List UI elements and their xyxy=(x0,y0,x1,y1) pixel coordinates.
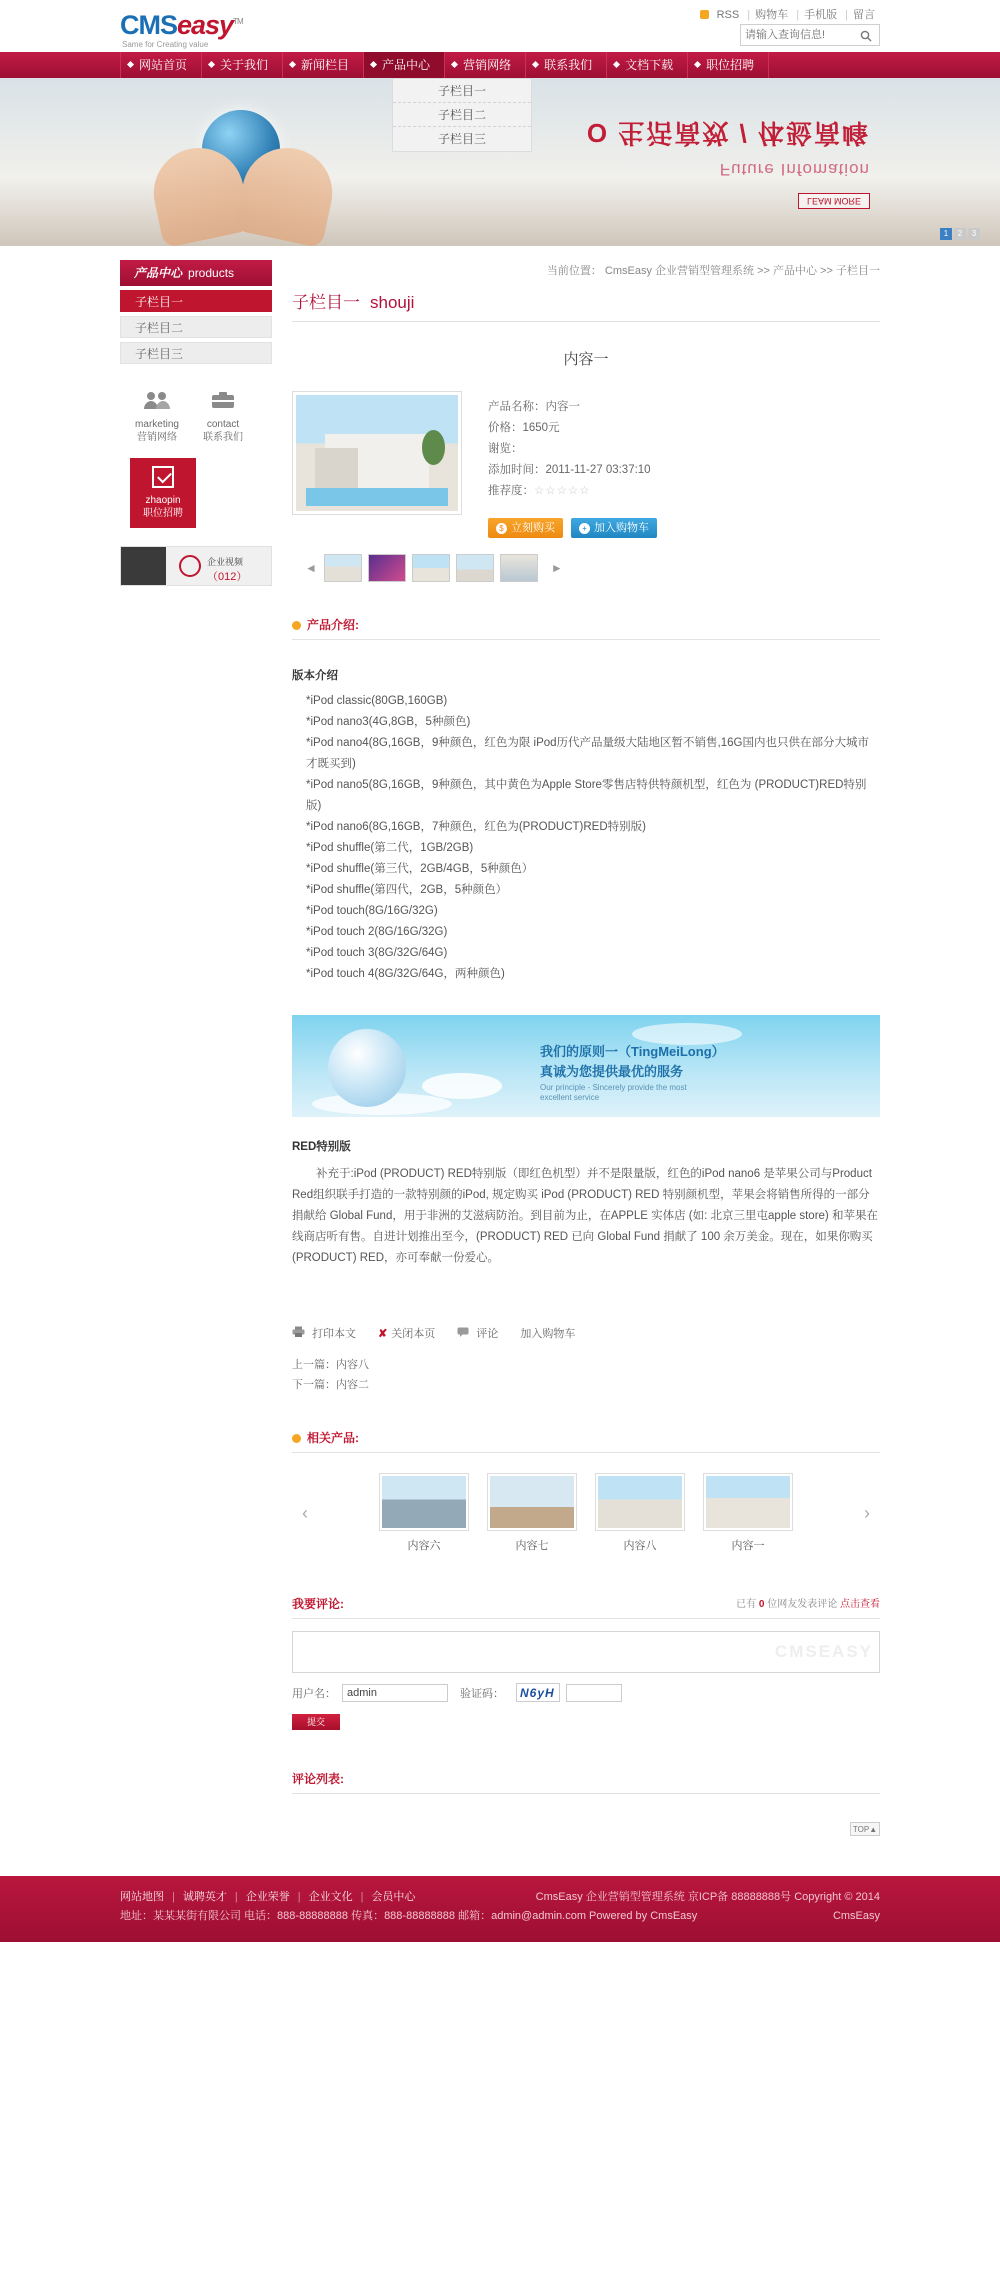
add-to-cart-label: 加入购物车 xyxy=(594,521,649,534)
nav-label: 网站首页 xyxy=(139,58,188,72)
add-to-cart-button[interactable] xyxy=(571,518,657,538)
sidebar-ad[interactable] xyxy=(120,546,272,586)
article-line: *iPod shuffle(第四代，2GB，5种颜色） xyxy=(306,884,508,896)
checkbox-icon xyxy=(152,466,174,488)
rss-icon xyxy=(700,10,709,19)
footer-copyright xyxy=(536,1888,880,1926)
comment-count-suffix: 位网友发表评论 xyxy=(767,1599,838,1610)
nav-label: 产品中心 xyxy=(382,58,431,72)
footer-link-sitemap[interactable]: 网站地图 xyxy=(120,1891,164,1903)
section-comment-list-label: 评论列表: xyxy=(292,1772,344,1786)
diamond-icon xyxy=(694,61,701,68)
nav-item-news[interactable] xyxy=(283,52,364,78)
sidebar-quicklink-contact[interactable] xyxy=(190,390,256,444)
related-caption: 内容六 xyxy=(407,1540,441,1552)
sidebar-header-en: products xyxy=(188,266,235,280)
related-caption: 内容七 xyxy=(515,1540,549,1552)
nav-label: 文档下载 xyxy=(625,58,674,72)
nav-label: 关于我们 xyxy=(220,58,269,72)
nav-item-products[interactable] xyxy=(364,52,445,78)
section-header-comment-list xyxy=(292,1770,880,1794)
footer-link-member[interactable]: 会员中心 xyxy=(371,1891,416,1903)
product-info xyxy=(488,391,657,538)
field-key: 添加时间： xyxy=(488,464,546,476)
article-line: *iPod touch 2(8G/16G/32G) xyxy=(306,926,448,938)
comment-label: 评论 xyxy=(476,1328,499,1340)
close-page-button[interactable] xyxy=(378,1325,435,1341)
product-actions xyxy=(488,518,657,538)
thumbnail-3[interactable] xyxy=(412,554,450,582)
zhaopin-cn: 职位招聘 xyxy=(143,508,183,519)
comment-button[interactable] xyxy=(457,1325,498,1341)
thumbnail-strip xyxy=(292,554,880,582)
top-bar xyxy=(0,0,1000,52)
diamond-icon xyxy=(532,61,539,68)
product-field-name xyxy=(488,397,657,418)
related-prev-button[interactable]: ‹ xyxy=(302,1502,308,1523)
product-field-price xyxy=(488,418,657,439)
field-value: 1650元 xyxy=(522,422,560,434)
nav-dropdown-products xyxy=(392,78,532,152)
sidebar-item-sub2[interactable]: 子栏目二 xyxy=(120,316,272,338)
banner-hands-image xyxy=(150,104,340,244)
nav-item-contact[interactable] xyxy=(526,52,607,78)
username-input[interactable] xyxy=(342,1684,448,1702)
next-link[interactable]: 内容二 xyxy=(336,1379,369,1391)
site-logo[interactable] xyxy=(120,10,243,41)
section-header-related xyxy=(292,1429,880,1453)
content-wrap xyxy=(120,246,880,1846)
related-item[interactable] xyxy=(487,1473,577,1553)
zhaopin-en: zhaopin xyxy=(145,495,181,506)
article-line: *iPod touch 3(8G/32G/64G) xyxy=(306,947,448,959)
diamond-icon xyxy=(289,61,296,68)
diamond-icon xyxy=(208,61,215,68)
section-related-label: 相关产品: xyxy=(307,1431,359,1445)
dropdown-item-3[interactable]: 子栏目三 xyxy=(437,132,486,146)
breadcrumb-label: 当前位置： xyxy=(546,265,602,277)
product-main-image[interactable] xyxy=(292,391,462,515)
thumb-prev-button[interactable]: ◄ xyxy=(305,561,317,575)
nav-item-downloads[interactable] xyxy=(607,52,688,78)
sidebar-item-sub1[interactable]: 子栏目一 xyxy=(120,290,272,312)
bullet-icon xyxy=(292,1434,301,1443)
page-title-en: shouji xyxy=(370,293,415,312)
dropdown-item-1[interactable]: 子栏目一 xyxy=(393,79,531,103)
logo-main: CMS xyxy=(120,10,177,40)
related-item[interactable] xyxy=(379,1473,469,1553)
search-input[interactable] xyxy=(741,25,849,45)
sidebar-header-cn: 产品中心 xyxy=(134,266,183,280)
sidebar-header xyxy=(120,260,272,286)
print-button[interactable] xyxy=(292,1325,356,1341)
rating-label: 推荐度： xyxy=(488,485,534,497)
close-label: 关闭本页 xyxy=(391,1328,436,1340)
article-line: *iPod nano3(4G,8GB，5种颜色) xyxy=(306,716,471,728)
sidebar-zhaopin-banner[interactable] xyxy=(130,458,196,528)
article-line: *iPod nano4(8G,16GB，9种颜色，红色为限 iPod历代产品量级大陆地区暂不销售,16G国内也只供在部分大城市才既买到) xyxy=(306,737,869,770)
promo-sub2: excellent service xyxy=(540,1093,600,1102)
nav-item-about[interactable] xyxy=(202,52,283,78)
prev-article[interactable] xyxy=(292,1355,880,1375)
article-line: *iPod touch(8G/16G/32G) xyxy=(306,905,438,917)
logo-tagline: Same for Creating value xyxy=(122,40,209,49)
promo-banner xyxy=(292,1015,880,1117)
clock-icon xyxy=(179,555,201,577)
field-value: 内容一 xyxy=(545,401,580,413)
product-field-time xyxy=(488,460,657,481)
comment-form-row xyxy=(292,1683,880,1702)
comment-view-link[interactable]: 点击查看 xyxy=(840,1599,880,1610)
diamond-icon xyxy=(127,61,134,68)
para-body: 补充于:iPod (PRODUCT) RED特别版（即红色机型）并不是限量版，红色的iPod nano6 是苹果公司与Product Red组织联手打造的一款特别颜的iPod, 规定购买 iPod (PRODUCT) RED 特别颜机型，苹果会将销售所得的一部分捐献给 Global Fund，用于非洲的艾滋病防治。到目前为止，在APPLE 实体店 (如: 北京三里屯apple store) 和苹果在线商店听有售。自进计划推出至今，(PRODUCT) RED 已向 Global Fund 捐献了 100 余万美金。现在，如果你购买 (PRODUCT) RED，亦可奉献一份爱心。 xyxy=(292,1168,878,1264)
comment-count-prefix: 已有 xyxy=(736,1599,757,1610)
sidebar-item-sub3[interactable]: 子栏目三 xyxy=(120,342,272,364)
globe-icon xyxy=(328,1029,406,1107)
breadcrumb xyxy=(292,260,880,278)
comment-textarea-wrap xyxy=(292,1631,880,1673)
product-top xyxy=(292,391,880,538)
article-heading: 版本介绍 xyxy=(292,670,338,682)
promo-line2: 真诚为您提供最优的服务 xyxy=(540,1064,684,1079)
article-line: *iPod shuffle(第二代，1GB/2GB) xyxy=(306,842,474,854)
captcha-input[interactable] xyxy=(566,1684,622,1702)
back-to-top-button[interactable]: TOP▲ xyxy=(850,1822,880,1836)
nav-item-home[interactable] xyxy=(120,52,202,78)
prev-label: 上一篇： xyxy=(292,1359,336,1371)
logo-accent: easy xyxy=(177,10,234,40)
breadcrumb-item-current[interactable]: 子栏目一 xyxy=(836,265,880,277)
top-link-mobile[interactable]: 手机版 xyxy=(804,9,838,21)
field-key: 谢览： xyxy=(488,443,523,455)
comment-count-row xyxy=(736,1595,880,1610)
article-toolbar xyxy=(292,1325,880,1341)
banner-pager-3[interactable]: 3 xyxy=(968,228,980,240)
prev-next-nav xyxy=(292,1355,880,1395)
field-key: 价格： xyxy=(488,422,523,434)
add-cart-link-label: 加入购物车 xyxy=(520,1328,576,1340)
promo-line1: 我们的原则一（TingMeiLong） xyxy=(540,1044,725,1059)
related-item[interactable] xyxy=(595,1473,685,1553)
sidebar-quicklink-marketing[interactable] xyxy=(124,390,190,444)
nav-label: 营销网络 xyxy=(463,58,512,72)
breadcrumb-sep: >> xyxy=(757,265,770,277)
comment-icon xyxy=(457,1328,472,1340)
thumbnail-2[interactable] xyxy=(368,554,406,582)
banner-text xyxy=(587,116,870,209)
sidebar-quicklinks xyxy=(120,390,272,444)
buy-now-label: 立刻购买 xyxy=(511,521,555,534)
top-links: RSS | 购物车 | 手机版 | 留言 xyxy=(700,6,880,22)
product-description xyxy=(292,666,880,985)
related-next-button[interactable]: › xyxy=(864,1502,870,1523)
people-icon xyxy=(124,390,190,414)
main-column xyxy=(292,260,880,1846)
diamond-icon xyxy=(451,61,458,68)
add-cart-link[interactable] xyxy=(520,1325,575,1341)
section-header-intro xyxy=(292,616,880,640)
footer-link-honor[interactable]: 企业荣誉 xyxy=(245,1891,290,1903)
field-value: 2011-11-27 03:37:10 xyxy=(545,464,651,476)
quicklink-en: marketing xyxy=(135,419,179,430)
section-header-comment xyxy=(292,1595,880,1619)
related-products xyxy=(292,1473,880,1553)
dropdown-item-2[interactable]: 子栏目二 xyxy=(393,103,531,127)
cart-icon: $ xyxy=(496,523,507,534)
thumbnail-5[interactable] xyxy=(500,554,538,582)
nav-label: 联系我们 xyxy=(544,58,593,72)
section-intro-label: 产品介绍: xyxy=(307,618,359,632)
section-comment-label: 我要评论: xyxy=(292,1597,344,1611)
logo-tm: TM xyxy=(233,17,243,26)
briefcase-icon xyxy=(190,390,256,414)
banner-pager-2[interactable]: 2 xyxy=(954,228,966,240)
sidebar xyxy=(120,260,272,586)
banner-pager xyxy=(940,228,980,240)
printer-icon xyxy=(292,1328,308,1340)
quicklink-en: contact xyxy=(206,419,240,430)
banner-learn-more-button[interactable]: LEAM MORE xyxy=(798,193,870,209)
captcha-image[interactable] xyxy=(516,1683,560,1702)
product-title: 内容一 xyxy=(563,351,609,368)
footer-address: 地址：某某某街有限公司 电话：888-88888888 传真：888-88888888 邮箱：admin@admin.com Powered by CmsEasy xyxy=(120,1910,698,1922)
top-link-cart[interactable]: 购物车 xyxy=(755,9,789,21)
banner-title-cn: O 生活高效 / 体验高峰 xyxy=(586,118,870,148)
breadcrumb-sep: >> xyxy=(820,265,833,277)
sidebar-ad-line2: （012） xyxy=(207,571,248,583)
print-label: 打印本文 xyxy=(312,1328,357,1340)
next-label: 下一篇： xyxy=(292,1379,336,1391)
product-rating xyxy=(488,481,657,502)
article-line: *iPod shuffle(第三代，2GB/4GB，5种颜色） xyxy=(306,863,534,875)
footer-link-culture[interactable]: 企业文化 xyxy=(308,1891,353,1903)
para-heading: RED特别版 xyxy=(292,1141,351,1153)
cart-icon: + xyxy=(579,523,590,534)
page-title xyxy=(292,288,880,322)
search-box xyxy=(740,24,880,46)
related-caption: 内容八 xyxy=(623,1540,657,1552)
page-title-cn: 子栏目一 xyxy=(292,293,360,312)
nav-item-marketing[interactable] xyxy=(445,52,526,78)
diamond-icon xyxy=(370,61,377,68)
banner-pager-1[interactable]: 1 xyxy=(940,228,952,240)
prev-link[interactable]: 内容八 xyxy=(336,1359,369,1371)
thumb-next-button[interactable]: ► xyxy=(550,561,563,575)
submit-comment-button[interactable]: 提交 xyxy=(292,1714,340,1730)
nav-item-jobs[interactable] xyxy=(688,52,769,78)
article-line: *iPod nano5(8G,16GB，9种颜色，其中黄色为Apple Store零售店特供特颜机型，红色为 (PRODUCT)RED特别版) xyxy=(306,779,867,812)
close-icon: ✘ xyxy=(378,1328,388,1340)
thumbnail-1[interactable] xyxy=(324,554,362,582)
top-link-message[interactable]: 留言 xyxy=(853,9,875,21)
quicklink-cn: 联系我们 xyxy=(203,432,243,443)
search-icon xyxy=(860,30,872,42)
article-line: *iPod touch 4(8G/32G/64G，两种颜色) xyxy=(306,968,505,980)
product-description-2 xyxy=(292,1137,880,1269)
bullet-icon xyxy=(292,621,301,630)
next-article[interactable] xyxy=(292,1375,880,1395)
footer-links: 网站地图 | 诚聘英才 | 企业荣誉 | 企业文化 | 会员中心 xyxy=(120,1891,416,1903)
breadcrumb-item-home[interactable]: CmsEasy 企业营销型管理系统 xyxy=(604,265,755,277)
banner-title-en: Future Infomation xyxy=(719,160,870,179)
related-caption: 内容一 xyxy=(731,1540,765,1552)
nav-list xyxy=(120,52,880,78)
thumbnail-4[interactable] xyxy=(456,554,494,582)
quicklink-cn: 营销网络 xyxy=(137,432,177,443)
footer xyxy=(0,1876,1000,1942)
buy-now-button[interactable] xyxy=(488,518,563,538)
promo-sub1: Our principle - Sincerely provide the most xyxy=(540,1083,687,1092)
username-label: 用户名： xyxy=(292,1687,336,1700)
article-line: *iPod nano6(8G,16GB，7种颜色，红色为(PRODUCT)RED特别版) xyxy=(306,821,646,833)
top-link-rss[interactable]: RSS xyxy=(716,9,740,21)
footer-link-jobs[interactable]: 诚聘英才 xyxy=(182,1891,227,1903)
captcha-text: N6yH xyxy=(520,1686,555,1700)
comment-list-empty xyxy=(292,1794,880,1846)
captcha-label: 验证码： xyxy=(460,1687,504,1700)
rating-stars[interactable]: ☆☆☆☆☆ xyxy=(534,485,591,497)
nav-label: 新闻栏目 xyxy=(301,58,350,72)
article-line: *iPod classic(80GB,160GB) xyxy=(306,695,448,707)
breadcrumb-item-products[interactable]: 产品中心 xyxy=(773,265,818,277)
footer-copyright-line2: CmsEasy xyxy=(832,1910,880,1922)
field-key: 产品名称： xyxy=(488,401,546,413)
search-button[interactable] xyxy=(853,25,879,45)
diamond-icon xyxy=(613,61,620,68)
nav-label: 职位招聘 xyxy=(706,58,755,72)
sidebar-ad-line1: 企业视频 xyxy=(207,557,244,567)
comment-count: 0 xyxy=(758,1599,765,1610)
footer-copyright-line1: CmsEasy 企业营销型管理系统 京ICP备 88888888号 Copyright © 2014 xyxy=(535,1891,880,1903)
watermark-text: CMSEASY xyxy=(774,1642,873,1661)
related-item[interactable] xyxy=(703,1473,793,1553)
product-field-views xyxy=(488,439,657,460)
